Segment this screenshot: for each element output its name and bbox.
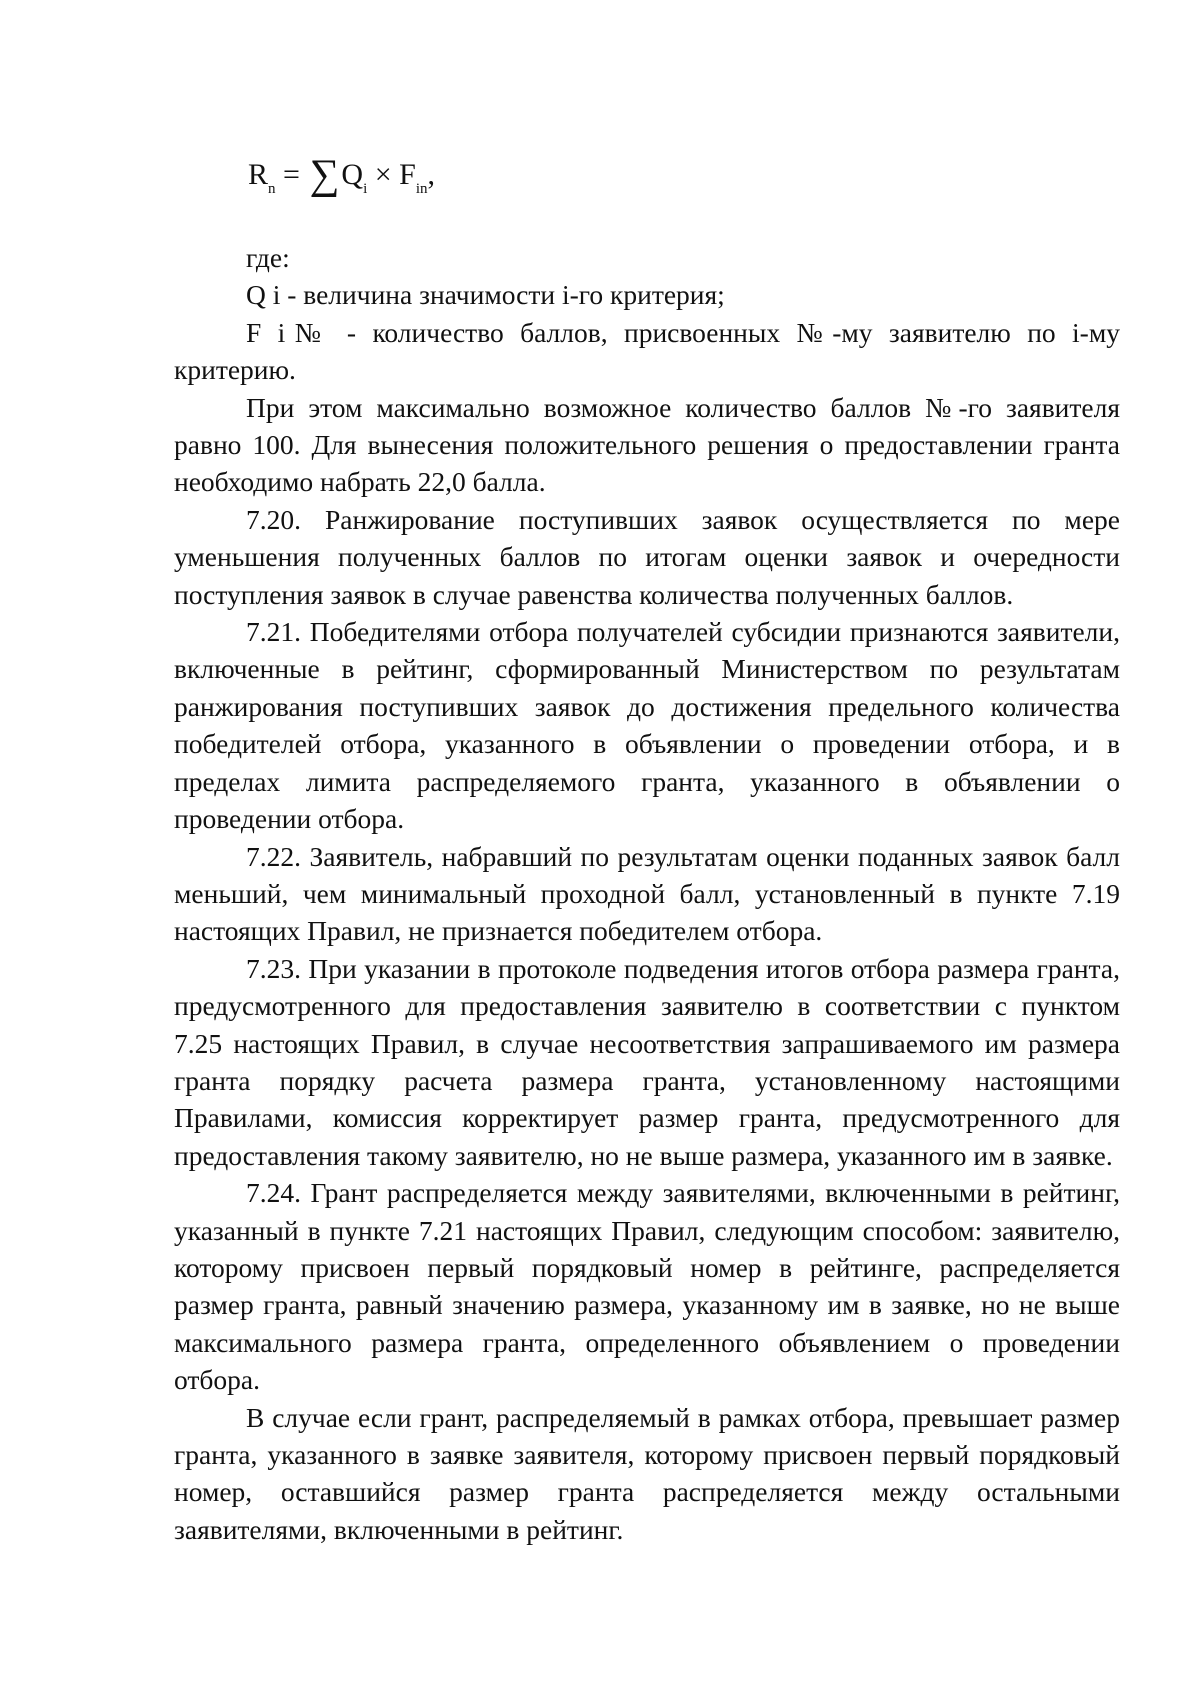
document-body (174, 239, 1120, 1548)
paragraph-7-22: 7.22. Заявитель, набравший по результатам оценки поданных заявок балл меньший, чем минимальный проходной балл, установленный в пункте 7.19 настоящих Правил, не признается победителем отбора. (174, 840, 1120, 947)
formula-q-subscript: i (363, 181, 368, 197)
formula-comma: , (427, 158, 436, 191)
paragraph-where: где: (246, 242, 290, 273)
formula-q: Q (341, 158, 364, 191)
paragraph-7-20: 7.20. Ранжирование поступивших заявок осуществляется по мере уменьшения полученных баллов по итогам оценки заявок и очередности поступления заявок в случае равенства количества полученных баллов. (174, 503, 1120, 610)
paragraph-remaining-grant: В случае если грант, распределяемый в рамках отбора, превышает размер гранта, указанного в заявке заявителя, которому присвоен первый порядковый номер, оставшийся размер гранта распределяется между остальными заявителями, включенными в рейтинг. (174, 1401, 1120, 1545)
formula-times: × (367, 158, 400, 191)
formula-f-subscript: in (415, 181, 428, 197)
formula-sum-sign: ∑ (309, 152, 340, 198)
paragraph-7-23: 7.23. При указании в протоколе подведения итогов отбора размера гранта, предусмотренного для предоставления заявителю в соответствии с пунктом 7.25 настоящих Правил, в случае несоответствия запрашиваемого им размера гранта порядку расчета размера гранта, установленному настоящими Правилами, комиссия корректирует размер гранта, предусмотренного для предоставления такому заявителю, но не выше размера, указанного им в заявке. (174, 952, 1120, 1171)
formula-r-subscript: n (268, 181, 276, 197)
paragraph-max-score: При этом максимально возможное количество баллов №-го заявителя равно 100. Для вынесения положительного решения о предоставлении гранта необходимо набрать 22,0 балла. (174, 391, 1120, 498)
paragraph-7-24: 7.24. Грант распределяется между заявителями, включенными в рейтинг, указанный в пункте 7.21 настоящих Правил, следующим способом: заявителю, которому присвоен первый порядковый номер в рейтинге, распределяется размер гранта, равный значению размера, указанному им в заявке, но не выше максимального размера гранта, определенного объявлением о проведении отбора. (174, 1177, 1120, 1396)
formula-f: F (399, 158, 416, 191)
paragraph-f-definition: F i№ - количество баллов, присвоенных №-му заявителю по i-му критерию. (174, 316, 1120, 386)
paragraph-q-definition: Q i - величина значимости i-го критерия; (246, 279, 725, 311)
rating-formula (248, 150, 436, 198)
paragraph-7-21: 7.21. Победителями отбора получателей субсидии признаются заявители, включенные в рейтинг, сформированный Министерством по результатам ранжирования поступивших заявок до достижения предельного количества победителей отбора, указанного в объявлении о проведении отбора, и в пределах лимита распределяемого гранта, указанного в объявлении о проведении отбора. (174, 616, 1120, 835)
formula-equals: = (275, 158, 308, 191)
formula-r: R (248, 158, 269, 191)
